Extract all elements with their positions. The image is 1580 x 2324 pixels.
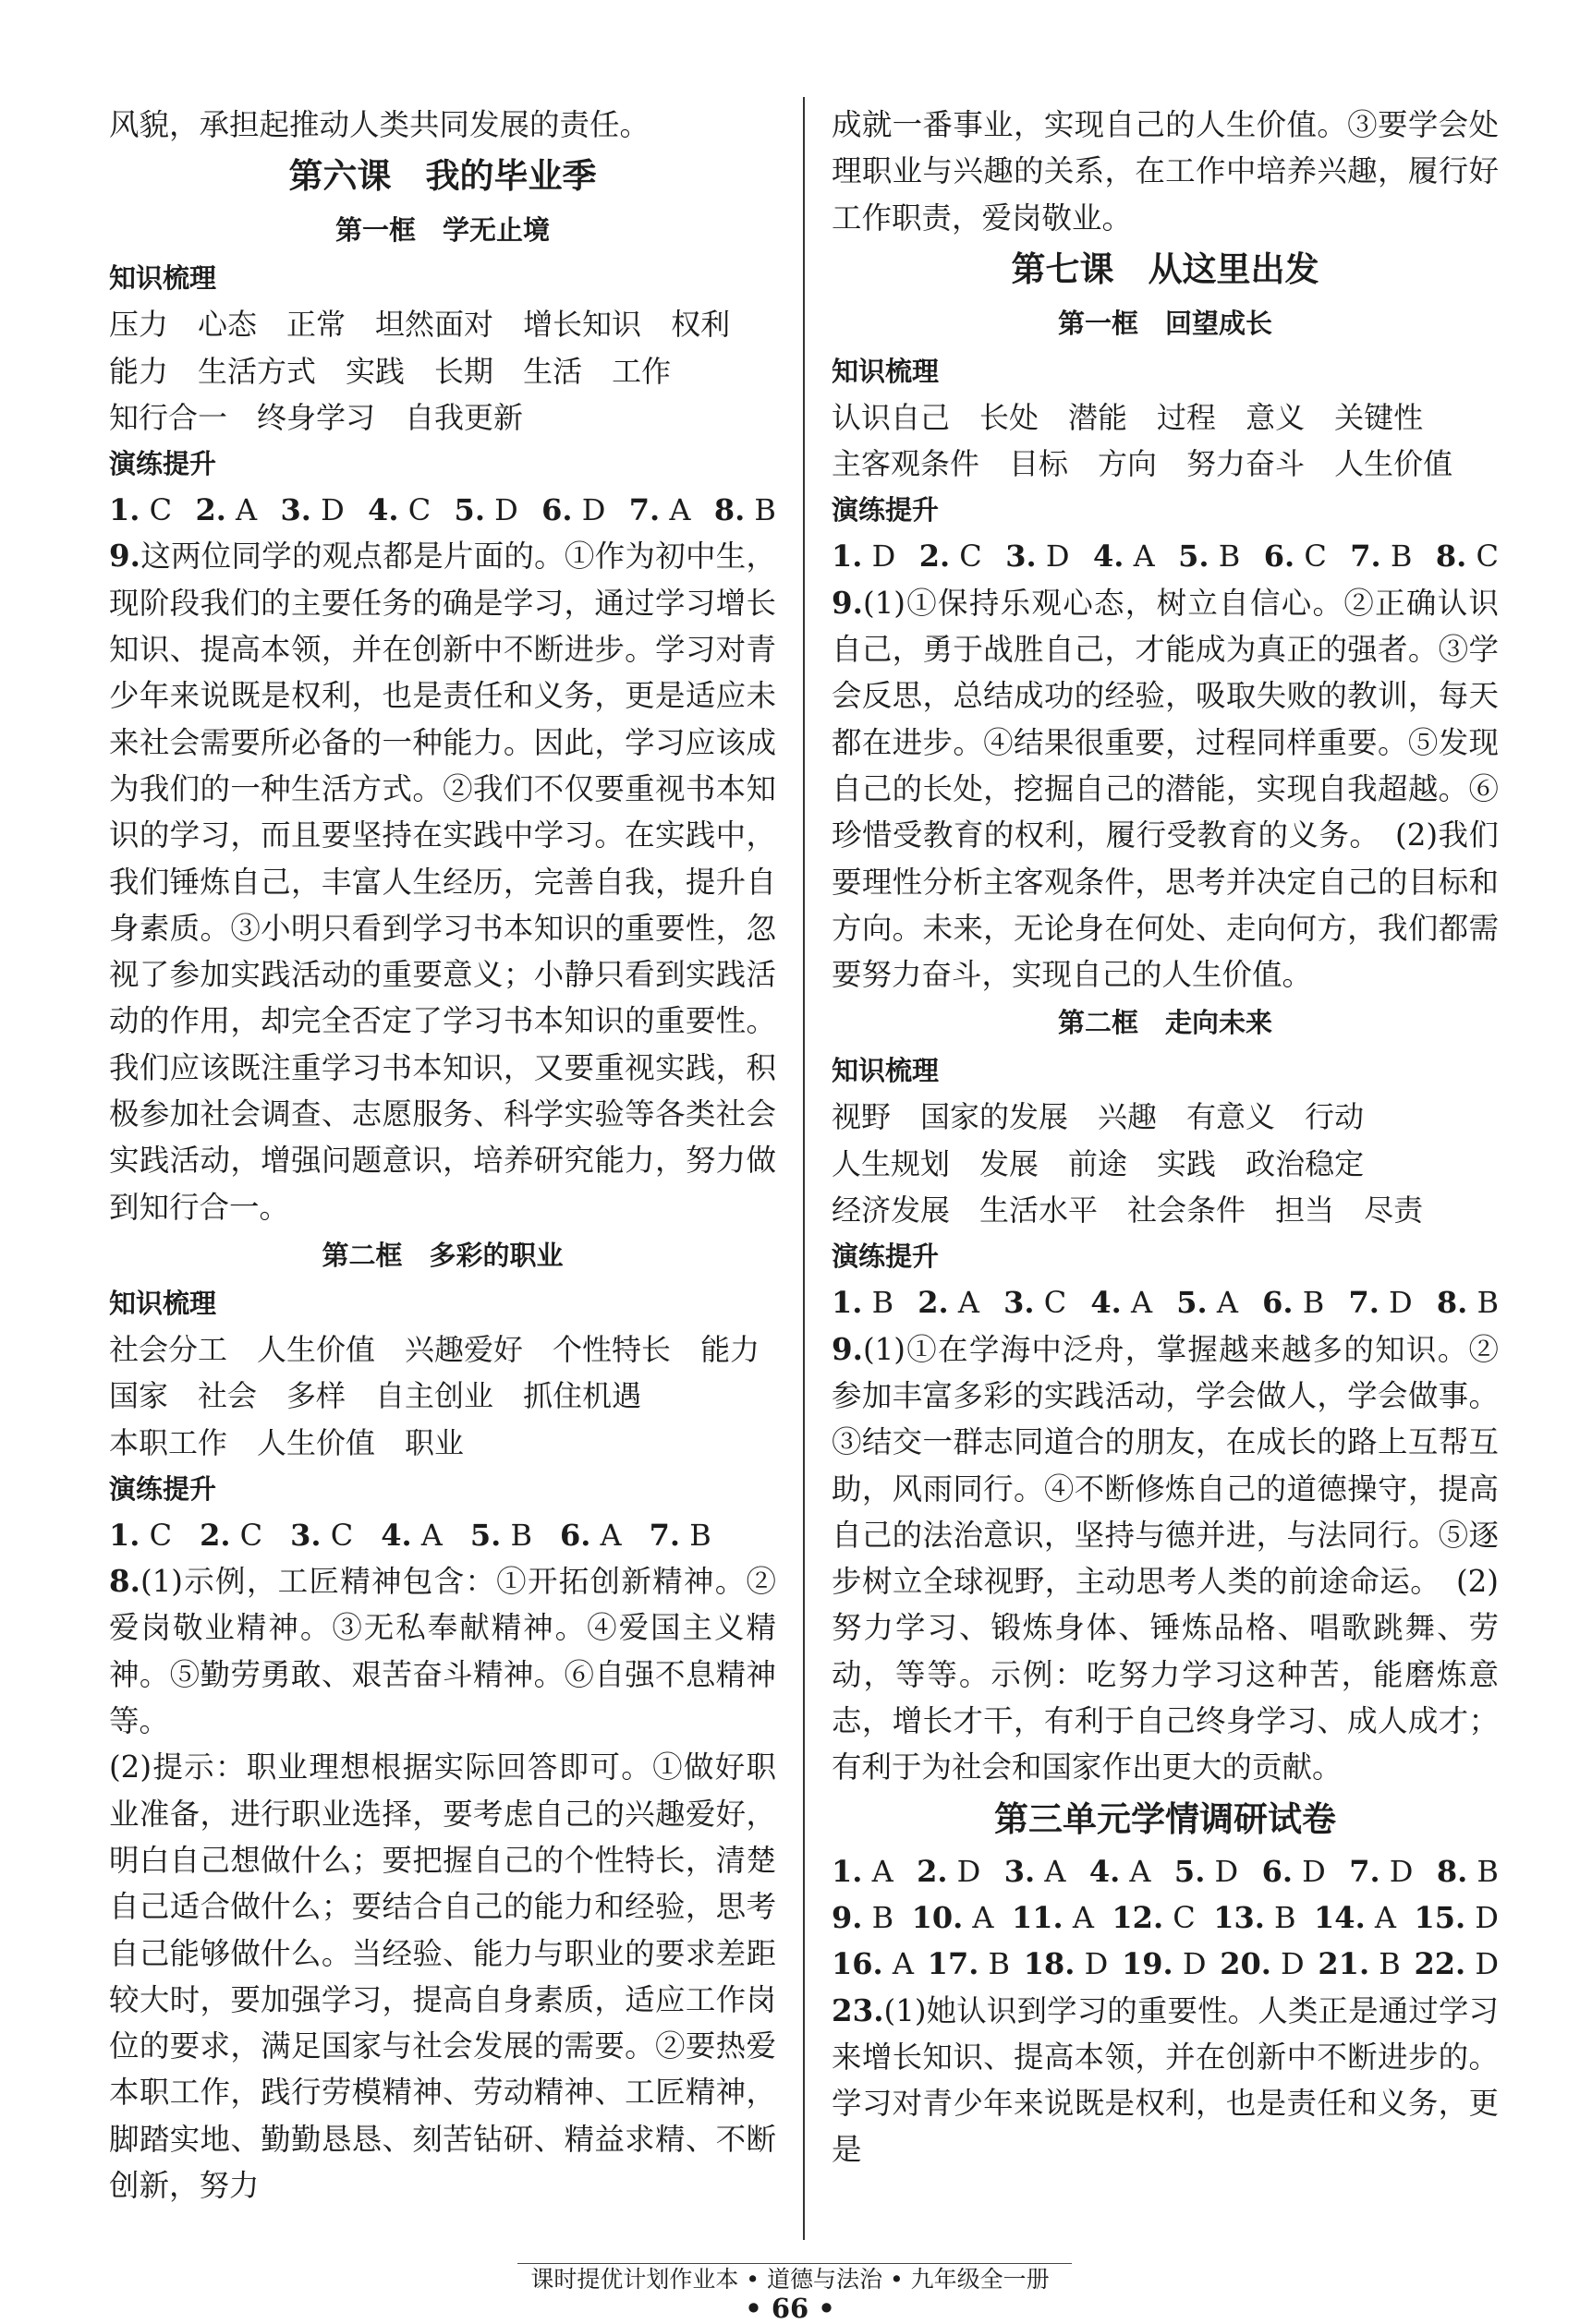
answer-letter: A bbox=[963, 1899, 994, 1935]
choice-answer bbox=[1004, 1848, 1066, 1894]
question-number: 10. bbox=[911, 1899, 964, 1935]
term: 兴趣爱好 bbox=[405, 1331, 524, 1367]
answer-letter: B bbox=[862, 1285, 894, 1321]
choice-answer bbox=[1213, 1894, 1295, 1941]
choice-answer bbox=[1174, 1848, 1238, 1894]
choice-answer bbox=[714, 487, 776, 533]
term-list bbox=[832, 1094, 1499, 1233]
answer-letter: A bbox=[590, 1517, 622, 1553]
answer-letter: B bbox=[745, 492, 776, 528]
answer-letter: A bbox=[1063, 1899, 1094, 1935]
answer-letter: D bbox=[862, 539, 896, 575]
answer-letter: A bbox=[1035, 1853, 1066, 1889]
choice-answer bbox=[1348, 1279, 1412, 1325]
knowledge-heading: 知识梳理 bbox=[832, 355, 940, 387]
question-number: 4. bbox=[1090, 1285, 1122, 1321]
answer-letter: A bbox=[660, 492, 691, 528]
question-number: 8. bbox=[1436, 1285, 1468, 1321]
question-8-part-2: (2)提示：职业理想根据实际回答即可。①做好职业准备，进行职业选择，要考虑自己的兴趣爱好，明白自己想做什么；要把握自己的个性特长，清楚自己适合做什么；要结合自己的能力和经验，思考自己能够做什么。当经验、能力与职业的要求差距较大时，要加强学习，提高自身素质，适应工作岗位的要求，满足国家与社会发展的需要。②要热爱本职工作，践行劳模精神、劳动精神、工匠精神，脚踏实地、勤勤恳恳、刻苦钻研、精益求精、不断创新，努力 bbox=[109, 1749, 776, 2203]
question-9-answer bbox=[832, 580, 1499, 999]
term: 有意义 bbox=[1186, 1099, 1276, 1135]
answer-letter: D bbox=[1465, 1946, 1499, 1982]
term: 人生规划 bbox=[832, 1145, 951, 1181]
question-number: 11. bbox=[1011, 1899, 1063, 1935]
answer-letter: A bbox=[948, 1285, 979, 1321]
question-8-part-1 bbox=[109, 1558, 776, 1744]
question-number: 12. bbox=[1112, 1899, 1164, 1935]
term: 主客观条件 bbox=[832, 446, 980, 482]
answer-letter: C bbox=[398, 492, 431, 528]
knowledge-heading: 知识梳理 bbox=[109, 262, 217, 295]
answer-letter: A bbox=[225, 492, 258, 528]
choice-answer bbox=[281, 487, 345, 533]
book-title-footer: 课时提优计划作业本 • 道德与法治 • 九年级全一册 bbox=[530, 2266, 1050, 2293]
term: 关键性 bbox=[1334, 399, 1424, 435]
answer-letter: D bbox=[947, 1853, 981, 1889]
question-number: 7. bbox=[628, 492, 661, 528]
question-number: 3. bbox=[1005, 539, 1037, 575]
choice-answer bbox=[290, 1512, 353, 1558]
term: 担当 bbox=[1275, 1192, 1335, 1229]
term: 本职工作 bbox=[109, 1424, 228, 1460]
question-number: 20. bbox=[1220, 1946, 1271, 1982]
answer-letter: B bbox=[1467, 1285, 1499, 1321]
choice-answer bbox=[1314, 1894, 1396, 1941]
answer-letter: B bbox=[1264, 1899, 1296, 1935]
continued-text: 成就一番事业，实现自己的人生价值。③要学会处理职业与兴趣的关系，在工作中培养兴趣，履行好工作职责，爱岗敬业。 bbox=[832, 107, 1499, 236]
choice-answer bbox=[1262, 1848, 1326, 1894]
term: 多样 bbox=[286, 1378, 346, 1414]
term: 正常 bbox=[286, 307, 346, 343]
practice-heading: 演练提升 bbox=[109, 1472, 217, 1505]
term: 人生价值 bbox=[257, 1424, 376, 1460]
answer-row bbox=[832, 1848, 1499, 1894]
choice-answer bbox=[1414, 1894, 1499, 1941]
choice-answer bbox=[1262, 1279, 1324, 1325]
term: 能力 bbox=[109, 353, 169, 389]
choice-answer bbox=[1436, 533, 1499, 579]
term: 抓住机遇 bbox=[523, 1378, 642, 1414]
practice-heading: 演练提升 bbox=[832, 494, 940, 527]
term: 目标 bbox=[1009, 446, 1069, 482]
question-number: 6. bbox=[1261, 1853, 1293, 1889]
choice-answer bbox=[200, 1512, 262, 1558]
choice-answer bbox=[919, 533, 982, 579]
question-number: 21. bbox=[1318, 1946, 1370, 1982]
choice-answer bbox=[368, 487, 431, 533]
question-number: 3. bbox=[280, 492, 311, 528]
frame-1-title: 第一框 回望成长 bbox=[1057, 307, 1272, 339]
choice-answer bbox=[1437, 1848, 1499, 1894]
term: 兴趣 bbox=[1098, 1099, 1158, 1135]
answer-letter: A bbox=[1120, 1853, 1151, 1889]
choice-answer bbox=[1089, 1848, 1151, 1894]
answer-letter: B bbox=[1293, 1285, 1325, 1321]
term: 能力 bbox=[700, 1331, 760, 1367]
answer-letter: D bbox=[1379, 1285, 1413, 1321]
question-number: 4. bbox=[368, 492, 399, 528]
answer-letter: D bbox=[1075, 1946, 1109, 1982]
question-number: 3. bbox=[1003, 1285, 1035, 1321]
question-number: 1. bbox=[109, 1517, 140, 1553]
question-number: 7. bbox=[1348, 1285, 1379, 1321]
frame-2-title: 第二框 多彩的职业 bbox=[322, 1239, 564, 1271]
answer-letter: D bbox=[1292, 1853, 1326, 1889]
answer-row bbox=[832, 1894, 1499, 1941]
term: 权利 bbox=[671, 307, 731, 343]
question-number: 5. bbox=[1178, 539, 1209, 575]
question-number: 8. bbox=[713, 492, 746, 528]
term: 行动 bbox=[1305, 1099, 1365, 1135]
term: 长处 bbox=[979, 399, 1039, 435]
term: 认识自己 bbox=[832, 399, 951, 435]
choice-answer bbox=[195, 487, 257, 533]
intro-line: 风貌，承担起推动人类共同发展的责任。 bbox=[109, 107, 650, 142]
choice-answer bbox=[560, 1512, 622, 1558]
answer-letter: D bbox=[1036, 539, 1070, 575]
question-number: 9. bbox=[832, 1899, 863, 1935]
practice-heading: 演练提升 bbox=[109, 448, 217, 480]
answer-text: (1)她认识到学习的重要性。人类正是通过学习来增长知识、提高本领，并在创新中不断进步的。学习对青少年来说既是权利，也是责任和义务，更是 bbox=[832, 1992, 1499, 2168]
answer-letter: C bbox=[1466, 539, 1499, 575]
term: 政治稳定 bbox=[1246, 1145, 1365, 1181]
answer-row bbox=[109, 487, 776, 533]
question-number: 8. bbox=[109, 1563, 140, 1600]
right-column bbox=[832, 102, 1499, 2173]
question-number: 19. bbox=[1121, 1946, 1173, 1982]
choice-answer bbox=[381, 1512, 443, 1558]
choice-answer bbox=[1350, 533, 1412, 579]
choice-answer bbox=[832, 533, 895, 579]
question-number: 2. bbox=[918, 539, 951, 575]
question-number: 8. bbox=[1436, 1853, 1468, 1889]
term: 实践 bbox=[1157, 1145, 1217, 1181]
term: 人生价值 bbox=[257, 1331, 376, 1367]
question-9-answer bbox=[109, 533, 776, 1229]
question-number: 1. bbox=[832, 539, 863, 575]
term: 过程 bbox=[1157, 399, 1217, 435]
choice-answer bbox=[1093, 533, 1155, 579]
answer-letter: A bbox=[862, 1853, 893, 1889]
practice-heading: 演练提升 bbox=[832, 1241, 940, 1273]
answer-text: (1)示例，工匠精神包含：①开拓创新精神。②爱岗敬业精神。③无私奉献精神。④爱国主义精神。⑤勤劳勇敢、艰苦奋斗精神。⑥自强不息精神等。 bbox=[109, 1564, 776, 1739]
answer-letter: B bbox=[680, 1517, 711, 1553]
question-number: 5. bbox=[1173, 1853, 1206, 1889]
frame-1-title: 第一框 学无止境 bbox=[334, 214, 550, 247]
answer-letter: A bbox=[1124, 539, 1155, 575]
term: 努力奋斗 bbox=[1186, 446, 1306, 482]
question-number: 5. bbox=[454, 492, 485, 528]
choice-answer bbox=[1414, 1941, 1499, 1987]
choice-answer bbox=[1090, 1279, 1152, 1325]
term: 职业 bbox=[405, 1424, 465, 1460]
question-number: 9. bbox=[832, 1330, 863, 1367]
question-number: 8. bbox=[1435, 539, 1467, 575]
question-number: 1. bbox=[832, 1285, 863, 1321]
term: 经济发展 bbox=[832, 1192, 951, 1229]
answer-letter: A bbox=[1365, 1899, 1396, 1935]
answer-letter: C bbox=[230, 1517, 263, 1553]
answer-letter: B bbox=[1209, 539, 1241, 575]
question-number: 1. bbox=[109, 492, 140, 528]
question-number: 7. bbox=[1349, 1853, 1380, 1889]
term: 前途 bbox=[1068, 1145, 1128, 1181]
term: 压力 bbox=[109, 307, 169, 343]
term: 社会分工 bbox=[109, 1331, 228, 1367]
question-number: 1. bbox=[832, 1853, 863, 1889]
term: 国家的发展 bbox=[920, 1099, 1069, 1135]
term-list bbox=[109, 301, 776, 441]
choice-answer bbox=[1349, 1848, 1413, 1894]
left-column bbox=[109, 102, 776, 2209]
question-number: 7. bbox=[649, 1517, 681, 1553]
frame-2-title: 第二框 走向未来 bbox=[1057, 1007, 1272, 1039]
question-number: 13. bbox=[1213, 1899, 1265, 1935]
unit-3-test-title: 第三单元学情调研试卷 bbox=[994, 1798, 1336, 1839]
answer-letter: C bbox=[140, 492, 173, 528]
question-number: 18. bbox=[1023, 1946, 1076, 1982]
choice-answer bbox=[1176, 1279, 1238, 1325]
answer-letter: C bbox=[1294, 539, 1327, 575]
answer-letter: D bbox=[1270, 1946, 1305, 1982]
answer-letter: B bbox=[978, 1946, 1011, 1982]
answer-letter: B bbox=[1380, 539, 1413, 575]
term: 人生价值 bbox=[1334, 446, 1453, 482]
question-number: 9. bbox=[109, 538, 140, 575]
question-number: 4. bbox=[1088, 1853, 1121, 1889]
question-number: 6. bbox=[1262, 1285, 1294, 1321]
answer-letter: A bbox=[1207, 1285, 1238, 1321]
answer-letter: A bbox=[411, 1517, 443, 1553]
choice-answer bbox=[928, 1941, 1010, 1987]
answer-letter: D bbox=[1465, 1899, 1499, 1935]
choice-answer bbox=[912, 1894, 994, 1941]
question-number: 5. bbox=[469, 1517, 502, 1553]
knowledge-heading: 知识梳理 bbox=[832, 1055, 940, 1087]
answer-text: (1)①在学海中泛舟，掌握越来越多的知识。②参加丰富多彩的实践活动，学会做人，学会做事。③结交一群志同道合的朋友，在成长的路上互帮互助，风雨同行。④不断修炼自己的道德操守，提高自己的法治意识，坚持与德并进，与法同行。⑤逐步树立全球视野，主动思考人类的前途命运。 (2)努力学习、锻炼身体、锤炼品格、唱歌跳舞、劳动，等等。示例：吃努力学习这种苦，能磨炼意志，增长才干，有利于自己终身学习、成人成才；有利于为社会和国家作出更大的贡献。 bbox=[832, 1331, 1499, 1785]
choice-answer bbox=[1264, 533, 1327, 579]
answer-letter: D bbox=[572, 492, 606, 528]
question-number: 6. bbox=[559, 1517, 591, 1553]
term: 实践 bbox=[346, 353, 406, 389]
answer-letter: C bbox=[140, 1517, 173, 1553]
term: 个性特长 bbox=[553, 1331, 672, 1367]
term: 国家 bbox=[109, 1378, 169, 1414]
choice-answer bbox=[650, 1512, 711, 1558]
answer-letter: A bbox=[1121, 1285, 1153, 1321]
question-number: 17. bbox=[927, 1946, 979, 1982]
answer-letter: A bbox=[882, 1946, 914, 1982]
question-number: 14. bbox=[1314, 1899, 1366, 1935]
choice-answer bbox=[832, 1894, 893, 1941]
footer-rule bbox=[517, 2263, 1072, 2264]
answer-row bbox=[832, 533, 1499, 579]
term: 自主创业 bbox=[375, 1378, 494, 1414]
term: 工作 bbox=[612, 353, 672, 389]
question-number: 15. bbox=[1414, 1899, 1466, 1935]
term: 自我更新 bbox=[405, 399, 524, 435]
question-number: 2. bbox=[917, 1853, 948, 1889]
question-number: 23. bbox=[832, 1991, 884, 2028]
question-number: 5. bbox=[1176, 1285, 1208, 1321]
answer-letter: C bbox=[950, 539, 982, 575]
answer-letter: D bbox=[310, 492, 345, 528]
answer-letter: B bbox=[1467, 1853, 1499, 1889]
answer-row bbox=[109, 1512, 776, 1558]
choice-answer bbox=[541, 487, 605, 533]
choice-answer bbox=[1003, 1279, 1066, 1325]
term: 社会条件 bbox=[1127, 1192, 1246, 1229]
term: 视野 bbox=[832, 1099, 892, 1135]
term: 尽责 bbox=[1364, 1192, 1424, 1229]
choice-answer bbox=[832, 1848, 893, 1894]
choice-answer bbox=[1437, 1279, 1499, 1325]
term: 意义 bbox=[1246, 399, 1306, 435]
choice-answer bbox=[918, 1279, 979, 1325]
term: 增长知识 bbox=[523, 307, 642, 343]
question-number: 2. bbox=[195, 492, 226, 528]
question-number: 22. bbox=[1414, 1946, 1466, 1982]
answer-letter: B bbox=[501, 1517, 532, 1553]
answer-letter: B bbox=[1369, 1946, 1401, 1982]
choice-answer bbox=[1122, 1941, 1207, 1987]
answer-letter: C bbox=[1163, 1899, 1196, 1935]
choice-answer bbox=[1318, 1941, 1400, 1987]
term-list bbox=[832, 394, 1499, 488]
term: 发展 bbox=[979, 1145, 1039, 1181]
choice-answer bbox=[1178, 533, 1240, 579]
choice-answer bbox=[1024, 1941, 1109, 1987]
question-number: 6. bbox=[1263, 539, 1295, 575]
choice-answer bbox=[455, 487, 518, 533]
choice-answer bbox=[1012, 1894, 1094, 1941]
term: 生活方式 bbox=[198, 353, 317, 389]
choice-answer bbox=[629, 487, 691, 533]
choice-answer bbox=[1005, 533, 1069, 579]
choice-answer bbox=[470, 1512, 532, 1558]
choice-answer bbox=[832, 1941, 914, 1987]
column-divider bbox=[803, 97, 805, 2240]
answer-text: 这两位同学的观点都是片面的。①作为初中生，现阶段我们的主要任务的确是学习，通过学习增长知识、提高本领，并在创新中不断进步。学习对青少年来说既是权利，也是责任和义务，更是适应未来社会需要所必备的一种能力。因此，学习应该成为我们的一种生活方式。②我们不仅要重视书本知识的学习，而且要坚持在实践中学习。在实践中，我们锤炼自己，丰富人生经历，完善自我，提升自身素质。③小明只看到学习书本知识的重要性，忽视了参加实践活动的重要意义；小静只看到实践活动的作用，却完全否定了学习书本知识的重要性。我们应该既注重学习书本知识，又要重视实践，积极参加社会调查、志愿服务、科学实验等各类社会实践活动，增强问题意识，培养研究能力，努力做到知行合一。 bbox=[109, 539, 776, 1225]
term: 终身学习 bbox=[257, 399, 376, 435]
lesson-6-title: 第六课 我的毕业季 bbox=[288, 156, 597, 197]
question-number: 9. bbox=[832, 584, 863, 621]
question-number: 3. bbox=[1003, 1853, 1036, 1889]
answer-text: (1)①保持乐观心态，树立自信心。②正确认识自己，勇于战胜自己，才能成为真正的强者。③学会反思，总结成功的经验，吸取失败的教训，每天都在进步。④结果很重要，过程同样重要。⑤发现自己的长处，挖掘自己的潜能，实现自我超越。⑥珍惜受教育的权利，履行受教育的义务。 (2)我们要理性分析主客观条件，思考并决定自己的目标和方向。未来，无论身在何处、走向何方，我们都需要努力奋斗，实现自己的人生价值。 bbox=[832, 585, 1499, 993]
choice-answer bbox=[1220, 1941, 1305, 1987]
choice-answer bbox=[832, 1279, 893, 1325]
answer-letter: D bbox=[1379, 1853, 1414, 1889]
answer-letter: C bbox=[1034, 1285, 1067, 1321]
question-number: 6. bbox=[541, 492, 573, 528]
answer-row bbox=[832, 1941, 1499, 1987]
term: 方向 bbox=[1098, 446, 1158, 482]
question-number: 16. bbox=[832, 1946, 883, 1982]
term: 心态 bbox=[198, 307, 258, 343]
term: 长期 bbox=[434, 353, 494, 389]
answer-letter: D bbox=[1205, 1853, 1239, 1889]
question-number: 4. bbox=[1092, 539, 1124, 575]
answer-row bbox=[832, 1279, 1499, 1325]
term-list bbox=[109, 1326, 776, 1466]
term: 知行合一 bbox=[109, 399, 228, 435]
choice-answer bbox=[109, 487, 172, 533]
term: 生活 bbox=[523, 353, 583, 389]
choice-answer bbox=[917, 1848, 980, 1894]
question-number: 2. bbox=[918, 1285, 949, 1321]
question-number: 2. bbox=[200, 1517, 231, 1553]
term: 潜能 bbox=[1068, 399, 1128, 435]
answer-letter: D bbox=[1173, 1946, 1207, 1982]
question-number: 7. bbox=[1350, 539, 1381, 575]
page-number: • 66 • bbox=[745, 2293, 835, 2324]
lesson-7-title: 第七课 从这里出发 bbox=[1011, 248, 1319, 289]
answer-letter: C bbox=[321, 1517, 354, 1553]
answer-letter: D bbox=[484, 492, 518, 528]
choice-answer bbox=[109, 1512, 172, 1558]
knowledge-heading: 知识梳理 bbox=[109, 1287, 217, 1319]
choice-answer bbox=[1112, 1894, 1195, 1941]
question-9-answer bbox=[832, 1326, 1499, 1791]
question-number: 3. bbox=[290, 1517, 322, 1553]
answer-letter: B bbox=[862, 1899, 894, 1935]
question-23-answer bbox=[832, 1988, 1499, 2173]
term: 社会 bbox=[198, 1378, 258, 1414]
term: 坦然面对 bbox=[375, 307, 494, 343]
term: 生活水平 bbox=[979, 1192, 1099, 1229]
question-number: 4. bbox=[381, 1517, 412, 1553]
